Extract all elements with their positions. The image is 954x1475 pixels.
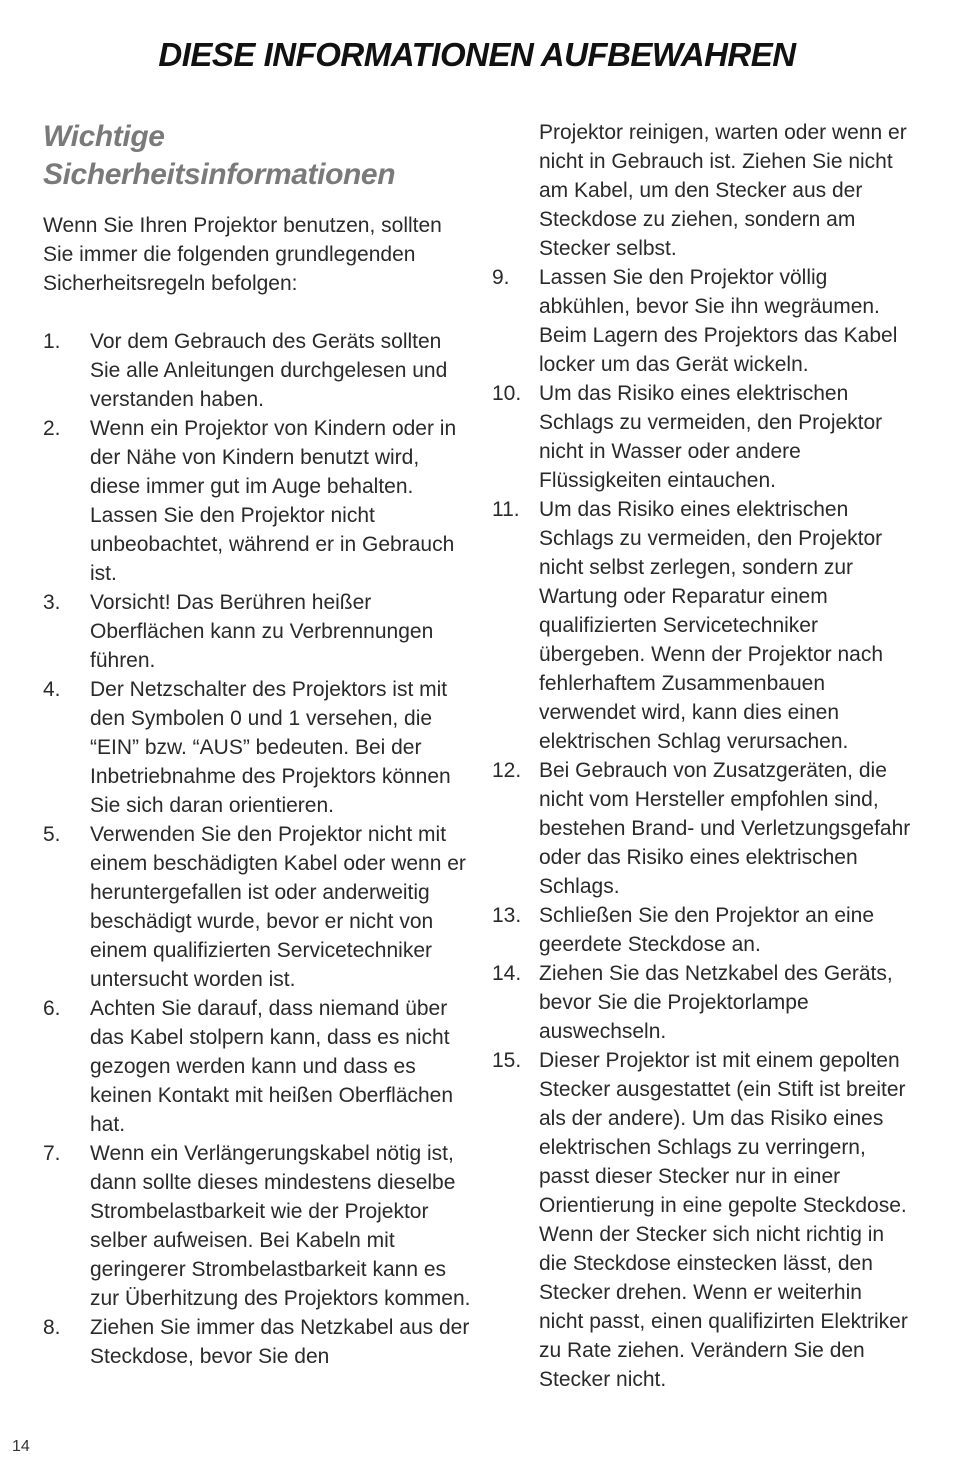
list-item-text: Der Netzschalter des Projektors ist mit den Symbolen 0 und 1 versehen, die “EIN” bzw. “AUS” bedeuten. Bei der Inbetriebnahme des Projektors können Sie sich daran orientieren.: [90, 678, 451, 817]
list-item-text: Ziehen Sie das Netzkabel des Geräts, bevor Sie die Projektorlampe auswechseln.: [539, 962, 893, 1043]
list-item-text: Wenn ein Projektor von Kindern oder in der Nähe von Kindern benutzt wird, diese immer gut im Auge behalten. Lassen Sie den Projektor nicht unbeobachtet, während er in Gebrauch ist.: [90, 417, 457, 585]
list-item-number: 1.: [43, 330, 61, 353]
list-item-text: Ziehen Sie immer das Netzkabel aus der Steckdose, bevor Sie den: [90, 1316, 470, 1368]
list-item-text: Dieser Projektor ist mit einem gepolten Stecker ausgestattet (ein Stift ist breiter als der andere). Um das Risiko eines elektrischen Schlags zu verringern, passt dieser Stecker nur in einer Orientierung in eine gepolte Steckdose. Wenn der Stecker sich nicht richtig in die Steckdose einstecken lässt, den Stecker drehen. Wenn er weiterhin nicht passt, einen qualifizirten Elektriker zu Rate ziehen. Verändern Sie den Stecker nicht.: [539, 1049, 908, 1391]
safety-rules-list-right: [492, 263, 912, 1394]
list-item-number: 2.: [43, 417, 61, 440]
list-item-text: Um das Risiko eines elektrischen Schlags zu vermeiden, den Projektor nicht selbst zerlegen, sondern zur Wartung oder Reparatur einem qualifizierten Servicetechniker übergeben. Wenn der Projektor nach fehlerhaftem Zusammenbauen verwendet wird, kann dies einen elektrischen Schlag verursachen.: [539, 498, 883, 753]
list-item: [492, 263, 912, 379]
list-item-text: Vor dem Gebrauch des Geräts sollten Sie alle Anleitungen durchgelesen und verstanden haben.: [90, 330, 448, 411]
list-item-number: 7.: [43, 1142, 61, 1165]
section-title: [43, 118, 473, 194]
list-item: [492, 959, 912, 1046]
list-item: [492, 379, 912, 495]
section-title-line1: Wichtige: [43, 120, 165, 153]
list-item: [492, 756, 912, 901]
list-item-number: 14.: [492, 962, 522, 985]
list-item-text: Achten Sie darauf, dass niemand über das Kabel stolpern kann, dass es nicht gezogen werden kann und dass es keinen Kontakt mit heißen Oberflächen hat.: [90, 997, 454, 1136]
page-number: 14: [12, 1438, 30, 1455]
list-item: [43, 588, 473, 675]
list-item: [43, 994, 473, 1139]
list-item: [492, 901, 912, 959]
list-item: [43, 675, 473, 820]
right-column: [492, 118, 912, 1394]
list-item-text: Schließen Sie den Projektor an eine geerdete Steckdose an.: [539, 904, 875, 956]
list-item-number: 6.: [43, 997, 61, 1020]
list-item: [492, 495, 912, 756]
list-item-number: 9.: [492, 266, 510, 289]
list-item: [43, 1139, 473, 1313]
list-item: [43, 820, 473, 994]
list-item-text: Lassen Sie den Projektor völlig abkühlen, bevor Sie ihn wegräumen. Beim Lagern des Projektors das Kabel locker um das Gerät wickeln.: [539, 266, 898, 376]
list-item-text: Vorsicht! Das Berühren heißer Oberflächen kann zu Verbrennungen führen.: [90, 591, 434, 672]
list-item-number: 15.: [492, 1049, 522, 1072]
list-item: [43, 327, 473, 414]
intro-paragraph: Wenn Sie Ihren Projektor benutzen, sollten Sie immer die folgenden grundlegenden Sicherheitsregeln befolgen:: [43, 214, 442, 295]
section-title-line2: Sicherheitsinformationen: [43, 158, 396, 191]
rule-8-continuation: Projektor reinigen, warten oder wenn er nicht in Gebrauch ist. Ziehen Sie nicht am Kabel, um den Stecker aus der Steckdose zu ziehen, sondern am Stecker selbst.: [539, 121, 907, 260]
list-item-number: 4.: [43, 678, 61, 701]
list-item-text: Um das Risiko eines elektrischen Schlags zu vermeiden, den Projektor nicht in Wasser oder andere Flüssigkeiten eintauchen.: [539, 382, 883, 492]
list-item: [43, 1313, 473, 1371]
list-item-number: 11.: [492, 498, 520, 521]
page-banner-title: DIESE INFORMATIONEN AUFBEWAHREN: [158, 36, 796, 73]
list-item-text: Bei Gebrauch von Zusatzgeräten, die nicht vom Hersteller empfohlen sind, bestehen Brand- und Verletzungsgefahr oder das Risiko eines elektrischen Schlags.: [539, 759, 911, 898]
list-item: [492, 1046, 912, 1394]
list-item-text: Verwenden Sie den Projektor nicht mit einem beschädigten Kabel oder wenn er heruntergefallen ist oder anderweitig beschädigt wurde, bevor er nicht von einem qualifizierten Servicetechniker untersucht worden ist.: [90, 823, 466, 991]
list-item-number: 3.: [43, 591, 61, 614]
left-column: [43, 118, 473, 1371]
safety-rules-list-left: [43, 327, 473, 1371]
list-item: [43, 414, 473, 588]
list-item-number: 8.: [43, 1316, 61, 1339]
list-item-number: 12.: [492, 759, 522, 782]
list-item-number: 10.: [492, 382, 522, 405]
list-item-text: Wenn ein Verlängerungskabel nötig ist, dann sollte dieses mindestens dieselbe Strombelastbarkeit wie der Projektor selber aufweisen. Bei Kabeln mit geringerer Strombelastbarkeit kann es zur Überhitzung des Projektors kommen.: [90, 1142, 471, 1310]
list-item-number: 5.: [43, 823, 61, 846]
list-item-number: 13.: [492, 904, 522, 927]
